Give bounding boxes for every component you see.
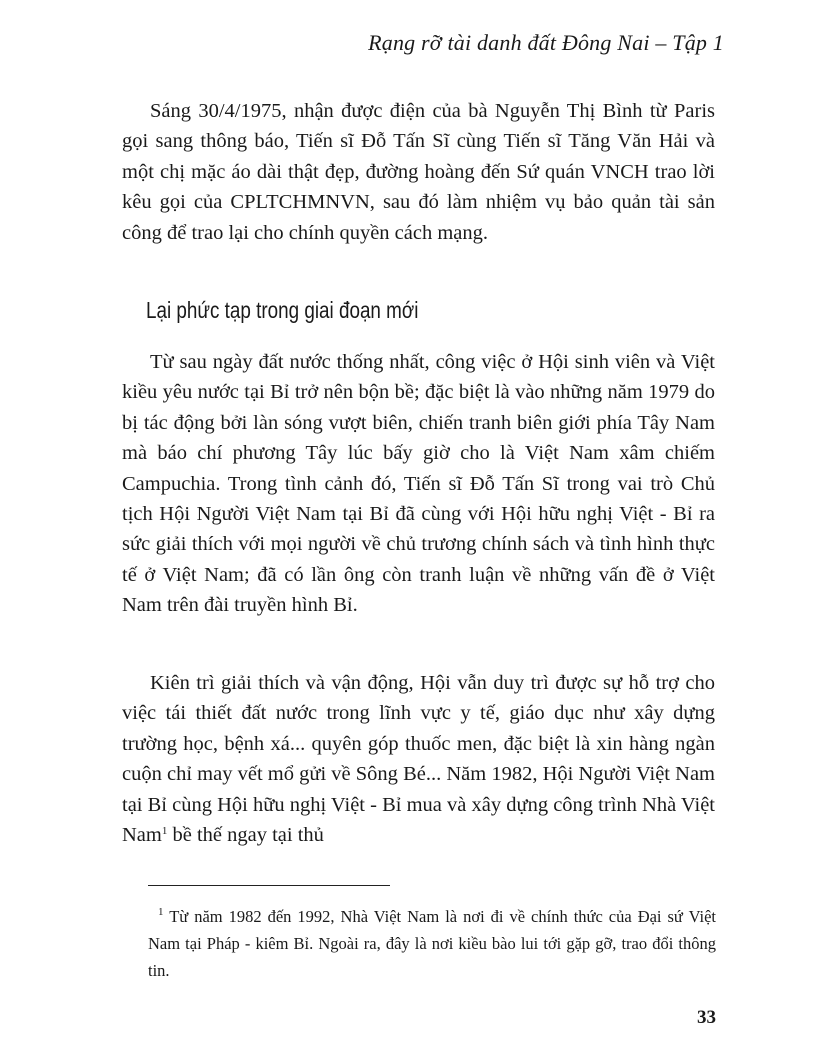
footnote	[148, 903, 716, 984]
footnote-reference: 1	[161, 825, 168, 838]
running-header: Rạng rỡ tài danh đất Đông Nai – Tập 1	[368, 30, 724, 55]
footnote-marker: 1	[158, 906, 164, 918]
body-paragraph-1: Sáng 30/4/1975, nhận được điện của bà Nguyễn Thị Bình từ Paris gọi sang thông báo, Tiến sĩ Đỗ Tấn Sĩ cùng Tiến sĩ Tăng Văn Hải và một chị mặc áo dài thật đẹp, đường hoàng đến Sứ quán VNCH trao lời kêu gọi của CPLTCHMNVN, sau đó làm nhiệm vụ bảo quản tài sản công để trao lại cho chính quyền cách mạng.	[122, 100, 715, 244]
footnote-divider	[148, 885, 390, 886]
body-paragraph-2: Từ sau ngày đất nước thống nhất, công việc ở Hội sinh viên và Việt kiều yêu nước tại Bỉ trở nên bộn bề; đặc biệt là vào những năm 1979 do bị tác động bởi làn sóng vượt biên, chiến tranh biên giới phía Tây Nam mà báo chí phương Tây lúc bấy giờ cho là Việt Nam xâm chiếm Campuchia. Trong tình cảnh đó, Tiến sĩ Đỗ Tấn Sĩ trong vai trò Chủ tịch Hội Người Việt Nam tại Bỉ đã cùng với Hội hữu nghị Việt - Bỉ ra sức giải thích với mọi người về chủ trương chính sách và tình hình thực tế ở Việt Nam; đã có lần ông còn tranh luận về những vấn đề ở Việt Nam trên đài truyền hình Bỉ.	[122, 351, 715, 617]
body-paragraph-3	[122, 668, 715, 850]
paragraph-3-text-end: bề thế ngay tại thủ	[167, 824, 324, 847]
paragraph-3-text-start: Kiên trì giải thích và vận động, Hội vẫn duy trì được sự hỗ trợ cho việc tái thiết đất nước trong lĩnh vực y tế, giáo dục như xây dựng trường học, bệnh xá... quyên góp thuốc men, đặc biệt là xin hàng ngàn cuộn chỉ may vết mổ gửi về Sông Bé... Năm 1982, Hội Người Việt Nam tại Bỉ cùng Hội hữu nghị Việt - Bỉ mua và xây dựng công trình Nhà Việt Nam	[122, 672, 715, 847]
footnote-text: Từ năm 1982 đến 1992, Nhà Việt Nam là nơi đi về chính thức của Đại sứ Việt Nam tại Pháp - kiêm Bỉ. Ngoài ra, đây là nơi kiều bào lui tới gặp gỡ, trao đổi thông tin.	[148, 907, 716, 980]
page-number: 33	[697, 1007, 716, 1028]
section-heading: Lại phức tạp trong giai đoạn mới	[146, 297, 419, 323]
